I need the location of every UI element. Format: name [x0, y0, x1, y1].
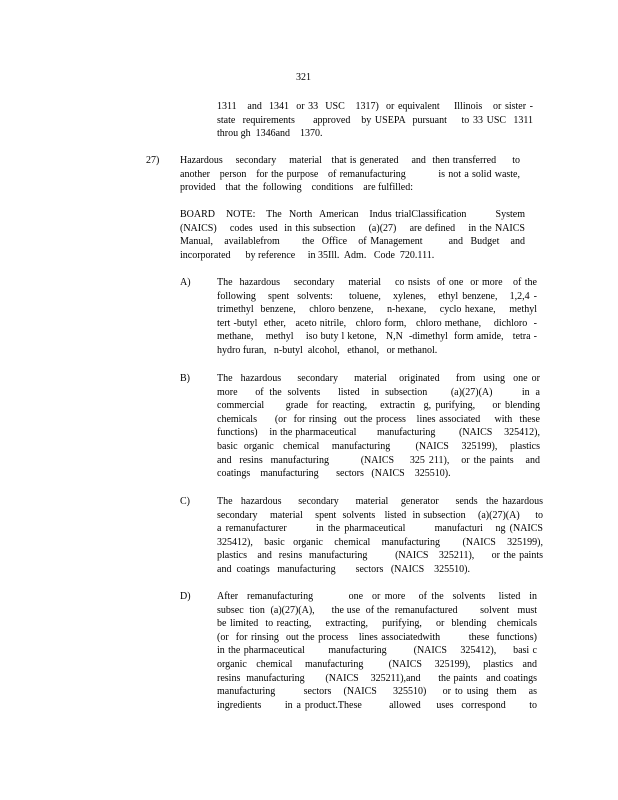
page-number: 321 [296, 72, 311, 83]
text-line: manufacturing sectors (NAICS 325510) or to using them as [217, 686, 537, 698]
text-line: more of the solvents listed in subsection (a)(27)(A) in a [217, 386, 540, 398]
text-line: (NAICS) codes used in this subsection (a)(27) are defined in the NAICS [180, 222, 525, 234]
text-line: methane, methyl iso buty l ketone, N,N -dimethyl form amide, tetra - [217, 331, 537, 343]
text-line: and coatings manufacturing sectors (NAICS 325510). [217, 563, 471, 575]
text-line: After remanufacturing one or more of the solvents listed in [217, 591, 537, 602]
text-line: following spent solvents: toluene, xylenes, ethyl benzene, 1,2,4 - [217, 290, 537, 302]
sub-item-d [217, 590, 537, 712]
text-line: Hazardous secondary material that is generated and then transferred to [180, 155, 520, 166]
text-line: tert -butyl ether, aceto nitrile, chloro form, chloro methane, dichloro - [217, 317, 537, 329]
text-line: state requirements approved by USEPA pursuant to 33 USC 1311 [217, 114, 533, 126]
sub-item-label: D) [180, 591, 191, 602]
text-line: basic organic chemical manufacturing (NAICS 325199), plastics [217, 440, 540, 452]
text-line: The hazardous secondary material co nsists of one or more of the [217, 277, 537, 288]
text-line: another person for the purpose of remanufacturing is not a solid waste, [180, 168, 520, 180]
text-line: The hazardous secondary material originated from using one or [217, 373, 540, 384]
text-line: chemicals (or for rinsing out the process lines associated with these [217, 413, 540, 425]
text-line: 1311 and 1341 or 33 USC 1317) or equivalent Illinois or sister - [217, 101, 533, 112]
text-line: plastics and resins manufacturing (NAICS 325211), or the paints [217, 550, 543, 562]
sub-item-a [217, 276, 537, 358]
text-line: a remanufacturer in the pharmaceutical manufacturi ng (NAICS [217, 523, 543, 535]
text-line: coatings manufacturing sectors (NAICS 325510). [217, 468, 451, 480]
text-line: provided that the following conditions are fulfilled: [180, 182, 414, 194]
text-line: throu gh 1346and 1370. [217, 128, 323, 140]
sub-item-label: A) [180, 277, 191, 288]
text-line: subsec tion (a)(27)(A), the use of the remanufactured solvent must [217, 604, 537, 616]
text-line: organic chemical manufacturing (NAICS 325199), plastics and [217, 658, 537, 670]
text-line: Manual, availablefrom the Office of Management and Budget and [180, 236, 525, 248]
text-line: be limited to reacting, extracting, purifying, or blending chemicals [217, 618, 537, 630]
board-note [180, 208, 525, 262]
text-line: functions) in the pharmaceutical manufacturing (NAICS 325412), [217, 427, 540, 439]
sub-item-c [217, 495, 543, 577]
text-line: incorporated by reference in 35Ill. Adm. Code 720.111. [180, 249, 435, 261]
sub-item-label: B) [180, 373, 190, 384]
sub-item-label: C) [180, 496, 190, 507]
text-line: commercial grade for reacting, extractin g, purifying, or blending [217, 400, 540, 412]
text-line: secondary material spent solvents listed in subsection (a)(27)(A) to [217, 509, 543, 521]
item-27-paragraph [180, 154, 520, 195]
text-line: (or for rinsing out the process lines associatedwith these functions) [217, 631, 537, 643]
sub-item-b [217, 372, 540, 481]
text-line: hydro furan, n-butyl alcohol, ethanol, or methanol. [217, 344, 438, 356]
text-line: 325412), basic organic chemical manufacturing (NAICS 325199), [217, 536, 543, 548]
text-line: The hazardous secondary material generator sends the hazardous [217, 496, 543, 507]
text-line: trimethyl benzene, chloro benzene, n-hexane, cyclo hexane, methyl [217, 304, 537, 316]
text-line: ingredients in a product.These allowed uses correspond to [217, 699, 537, 711]
continuation-paragraph [217, 100, 533, 141]
text-line: BOARD NOTE: The North American Indus trialClassification System [180, 209, 525, 220]
text-line: in the pharmaceutical manufacturing (NAICS 325412), basi c [217, 645, 537, 657]
text-line: and resins manufacturing (NAICS 325 211), or the paints and [217, 454, 540, 466]
text-line: resins manufacturing (NAICS 325211),and the paints and coatings [217, 672, 537, 684]
item-number: 27) [146, 155, 160, 166]
